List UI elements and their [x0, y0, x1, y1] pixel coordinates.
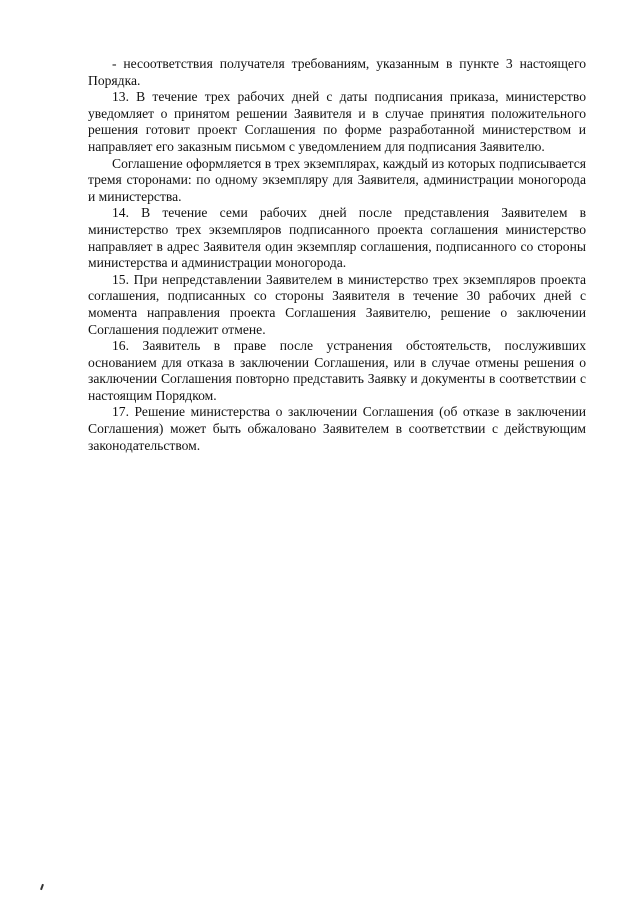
paragraph-item-13: 13. В течение трех рабочих дней с даты подписания приказа, министерство уведомляет о принятом решении Заявителя и в случае принятия положительного решения готовит проект Соглашения по форме разработанной министерством и направляет его заказным письмом с уведомлением для подписания Заявителю.	[88, 89, 586, 154]
paragraph-item-14: 14. В течение семи рабочих дней после представления Заявителем в министерство трех экземпляров подписанного проекта соглашения министерство направляет в адрес Заявителя один экземпляр соглашения, подписанного со стороны министерства и администрации моногорода.	[88, 205, 586, 271]
paragraph-agreement-copies: Соглашение оформляется в трех экземплярах, каждый из которых подписывается тремя сторонами: по одному экземпляру для Заявителя, администрации моногорода и министерства.	[88, 155, 586, 204]
paragraph-noncompliance-clause: - несоответствия получателя требованиям, указанным в пункте 3 настоящего Порядка.	[88, 56, 586, 88]
paragraph-item-16: 16. Заявитель в праве после устранения обстоятельств, послуживших основанием для отказа в заключении Соглашения, или в случае отмены решения о заключении Соглашения повторно представить Заявку и документы в соответствии с настоящим Порядком.	[88, 338, 586, 403]
scan-speck-mark	[40, 884, 44, 890]
paragraph-item-15: 15. При непредставлении Заявителем в министерство трех экземпляров проекта соглашения, подписанных со стороны Заявителя в течение 30 рабочих дней с момента направления проекта Соглашения Заявителю, решение о заключении Соглашения подлежит отмене.	[88, 271, 586, 337]
document-page	[88, 56, 586, 454]
paragraph-item-17: 17. Решение министерства о заключении Соглашения (об отказе в заключении Соглашения) может быть обжаловано Заявителем в соответствии с действующим законодательством.	[88, 404, 586, 453]
